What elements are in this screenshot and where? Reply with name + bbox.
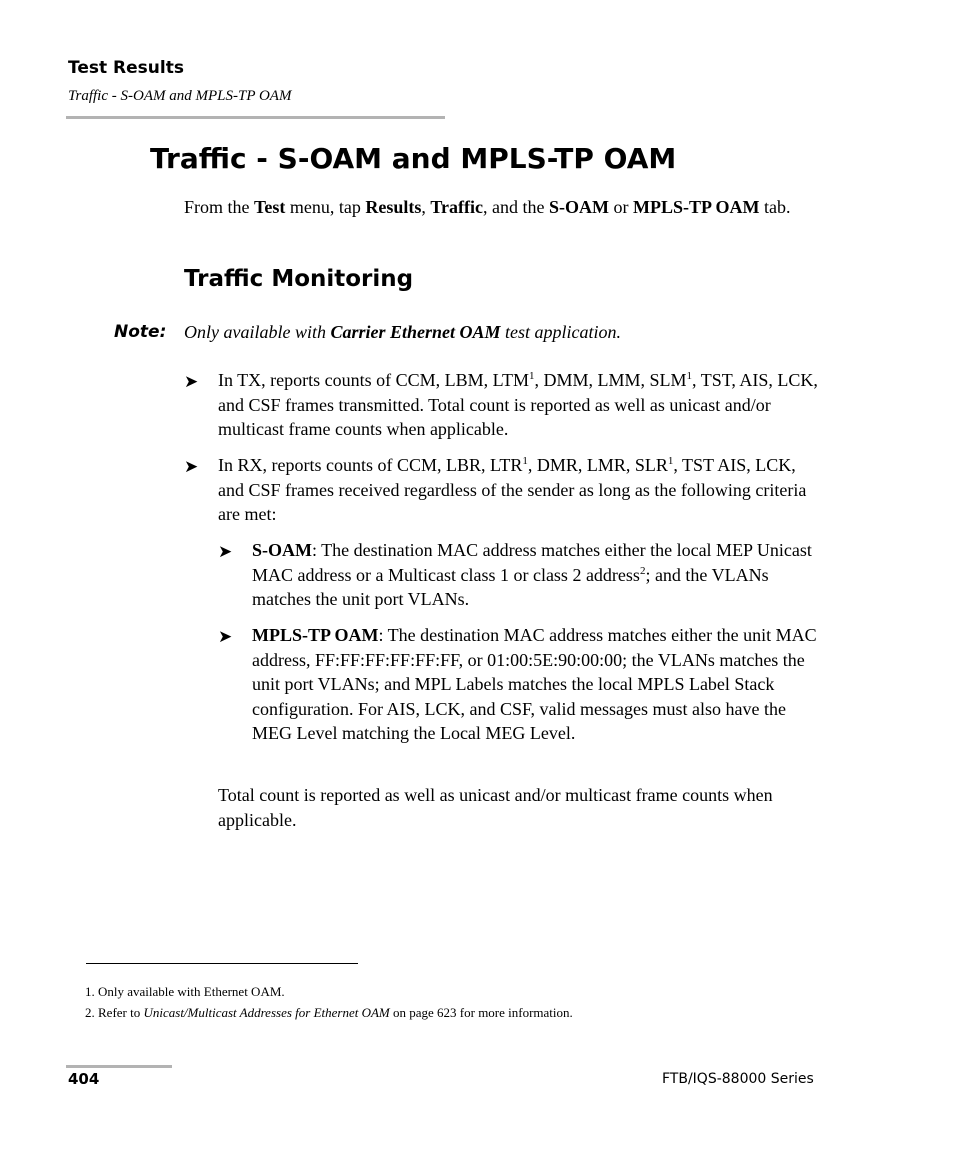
total-count-paragraph: Total count is reported as well as unicast and/or multicast frame counts when applicable.: [218, 785, 773, 830]
footnote-ref: 1: [522, 455, 528, 467]
running-header-section: Test Results: [68, 58, 184, 78]
bullet-tx: [218, 368, 818, 442]
footnote-ref: 1: [667, 455, 674, 467]
page-title: Traffic - S-OAM and MPLS-TP OAM: [150, 142, 677, 175]
section-subheading: Traffic Monitoring: [184, 266, 414, 292]
note-text-part: test application.: [500, 322, 622, 342]
intro-mplstp-tab: MPLS-TP OAM: [632, 197, 760, 217]
intro-text: , and the: [482, 197, 549, 217]
footnote-rule: [86, 963, 358, 964]
page-number: 404: [68, 1070, 100, 1088]
footnote-ref: 1: [529, 370, 535, 382]
note-app-name: Carrier Ethernet OAM: [330, 322, 501, 342]
footnote-2: [85, 1005, 573, 1021]
note-label: Note:: [114, 322, 167, 342]
bullet-text: , TST AIS, LCK, and CSF frames received regardless of the sender as long as the following criteria are met:: [218, 455, 807, 524]
bullet-arrow-icon: ➤: [218, 542, 233, 561]
intro-text: ,: [421, 197, 431, 217]
footnote-text: on page 623 for more information.: [389, 1005, 573, 1020]
bullet-arrow-icon: ➤: [218, 627, 233, 646]
bullet-soam: [252, 538, 822, 612]
intro-text: menu, tap: [285, 197, 366, 217]
footnote-1: 1. Only available with Ethernet OAM.: [85, 984, 285, 999]
intro-text: or: [608, 197, 633, 217]
bullet-text: : The destination MAC address matches either the local MEP Unicast MAC address or a Multicast class 1 or class 2 address: [252, 540, 812, 585]
intro-traffic: Traffic: [430, 197, 483, 217]
bullet-arrow-icon: ➤: [184, 372, 199, 391]
footnote-ref: 2: [639, 564, 646, 577]
bullet-mplstp: [252, 623, 822, 746]
bullet-term: S-OAM: [252, 540, 312, 560]
running-header-subsection: Traffic - S-OAM and MPLS-TP OAM: [68, 88, 292, 104]
footnote-xref-link[interactable]: Unicast/Multicast Addresses for Ethernet OAM: [143, 1005, 390, 1020]
bullet-text: , DMR, LMR, SLR: [527, 455, 668, 475]
intro-text: tab.: [759, 197, 791, 217]
intro-paragraph: [184, 195, 824, 220]
bullet-text: , DMM, LMM, SLM: [534, 370, 687, 390]
product-series: FTB/IQS-88000 Series: [662, 1071, 814, 1087]
bullet-text: In RX, reports counts of CCM, LBR, LTR: [218, 455, 523, 475]
footer-rule: [66, 1065, 172, 1068]
bullet-text: In TX, reports counts of CCM, LBM, LTM: [218, 370, 530, 390]
bullet-text: : The destination MAC address matches either the unit MAC address, FF:FF:FF:FF:FF:FF, or 01:00:5E:90:00:00; the VLANs matches the unit port VLANs; and MPL Labels matches the local MPLS Label Stack configuration. For AIS, LCK, and CSF, valid messages must also have the MEG Level matching the Local MEG Level.: [252, 625, 817, 743]
intro-text: From the: [184, 197, 254, 217]
bullet-text: , TST, AIS, LCK, and CSF frames transmitted. Total count is reported as well as unicast and/or multicast frame counts when applicable.: [218, 370, 818, 439]
bullet-text: ; and the VLANs matches the unit port VLANs.: [252, 564, 769, 609]
bullet-term: MPLS-TP OAM: [252, 625, 379, 645]
intro-results: Results: [365, 197, 422, 217]
intro-soam-tab: S-OAM: [548, 197, 609, 217]
note-text: [184, 322, 621, 343]
note-text-part: Only available with: [184, 322, 331, 342]
intro-test-menu: Test: [254, 197, 286, 217]
bullet-arrow-icon: ➤: [184, 457, 199, 476]
bullet-rx: [218, 453, 818, 527]
footnote-text: 2. Refer to: [85, 1005, 144, 1020]
footnote-ref: 1: [686, 370, 693, 382]
header-rule: [66, 116, 445, 119]
